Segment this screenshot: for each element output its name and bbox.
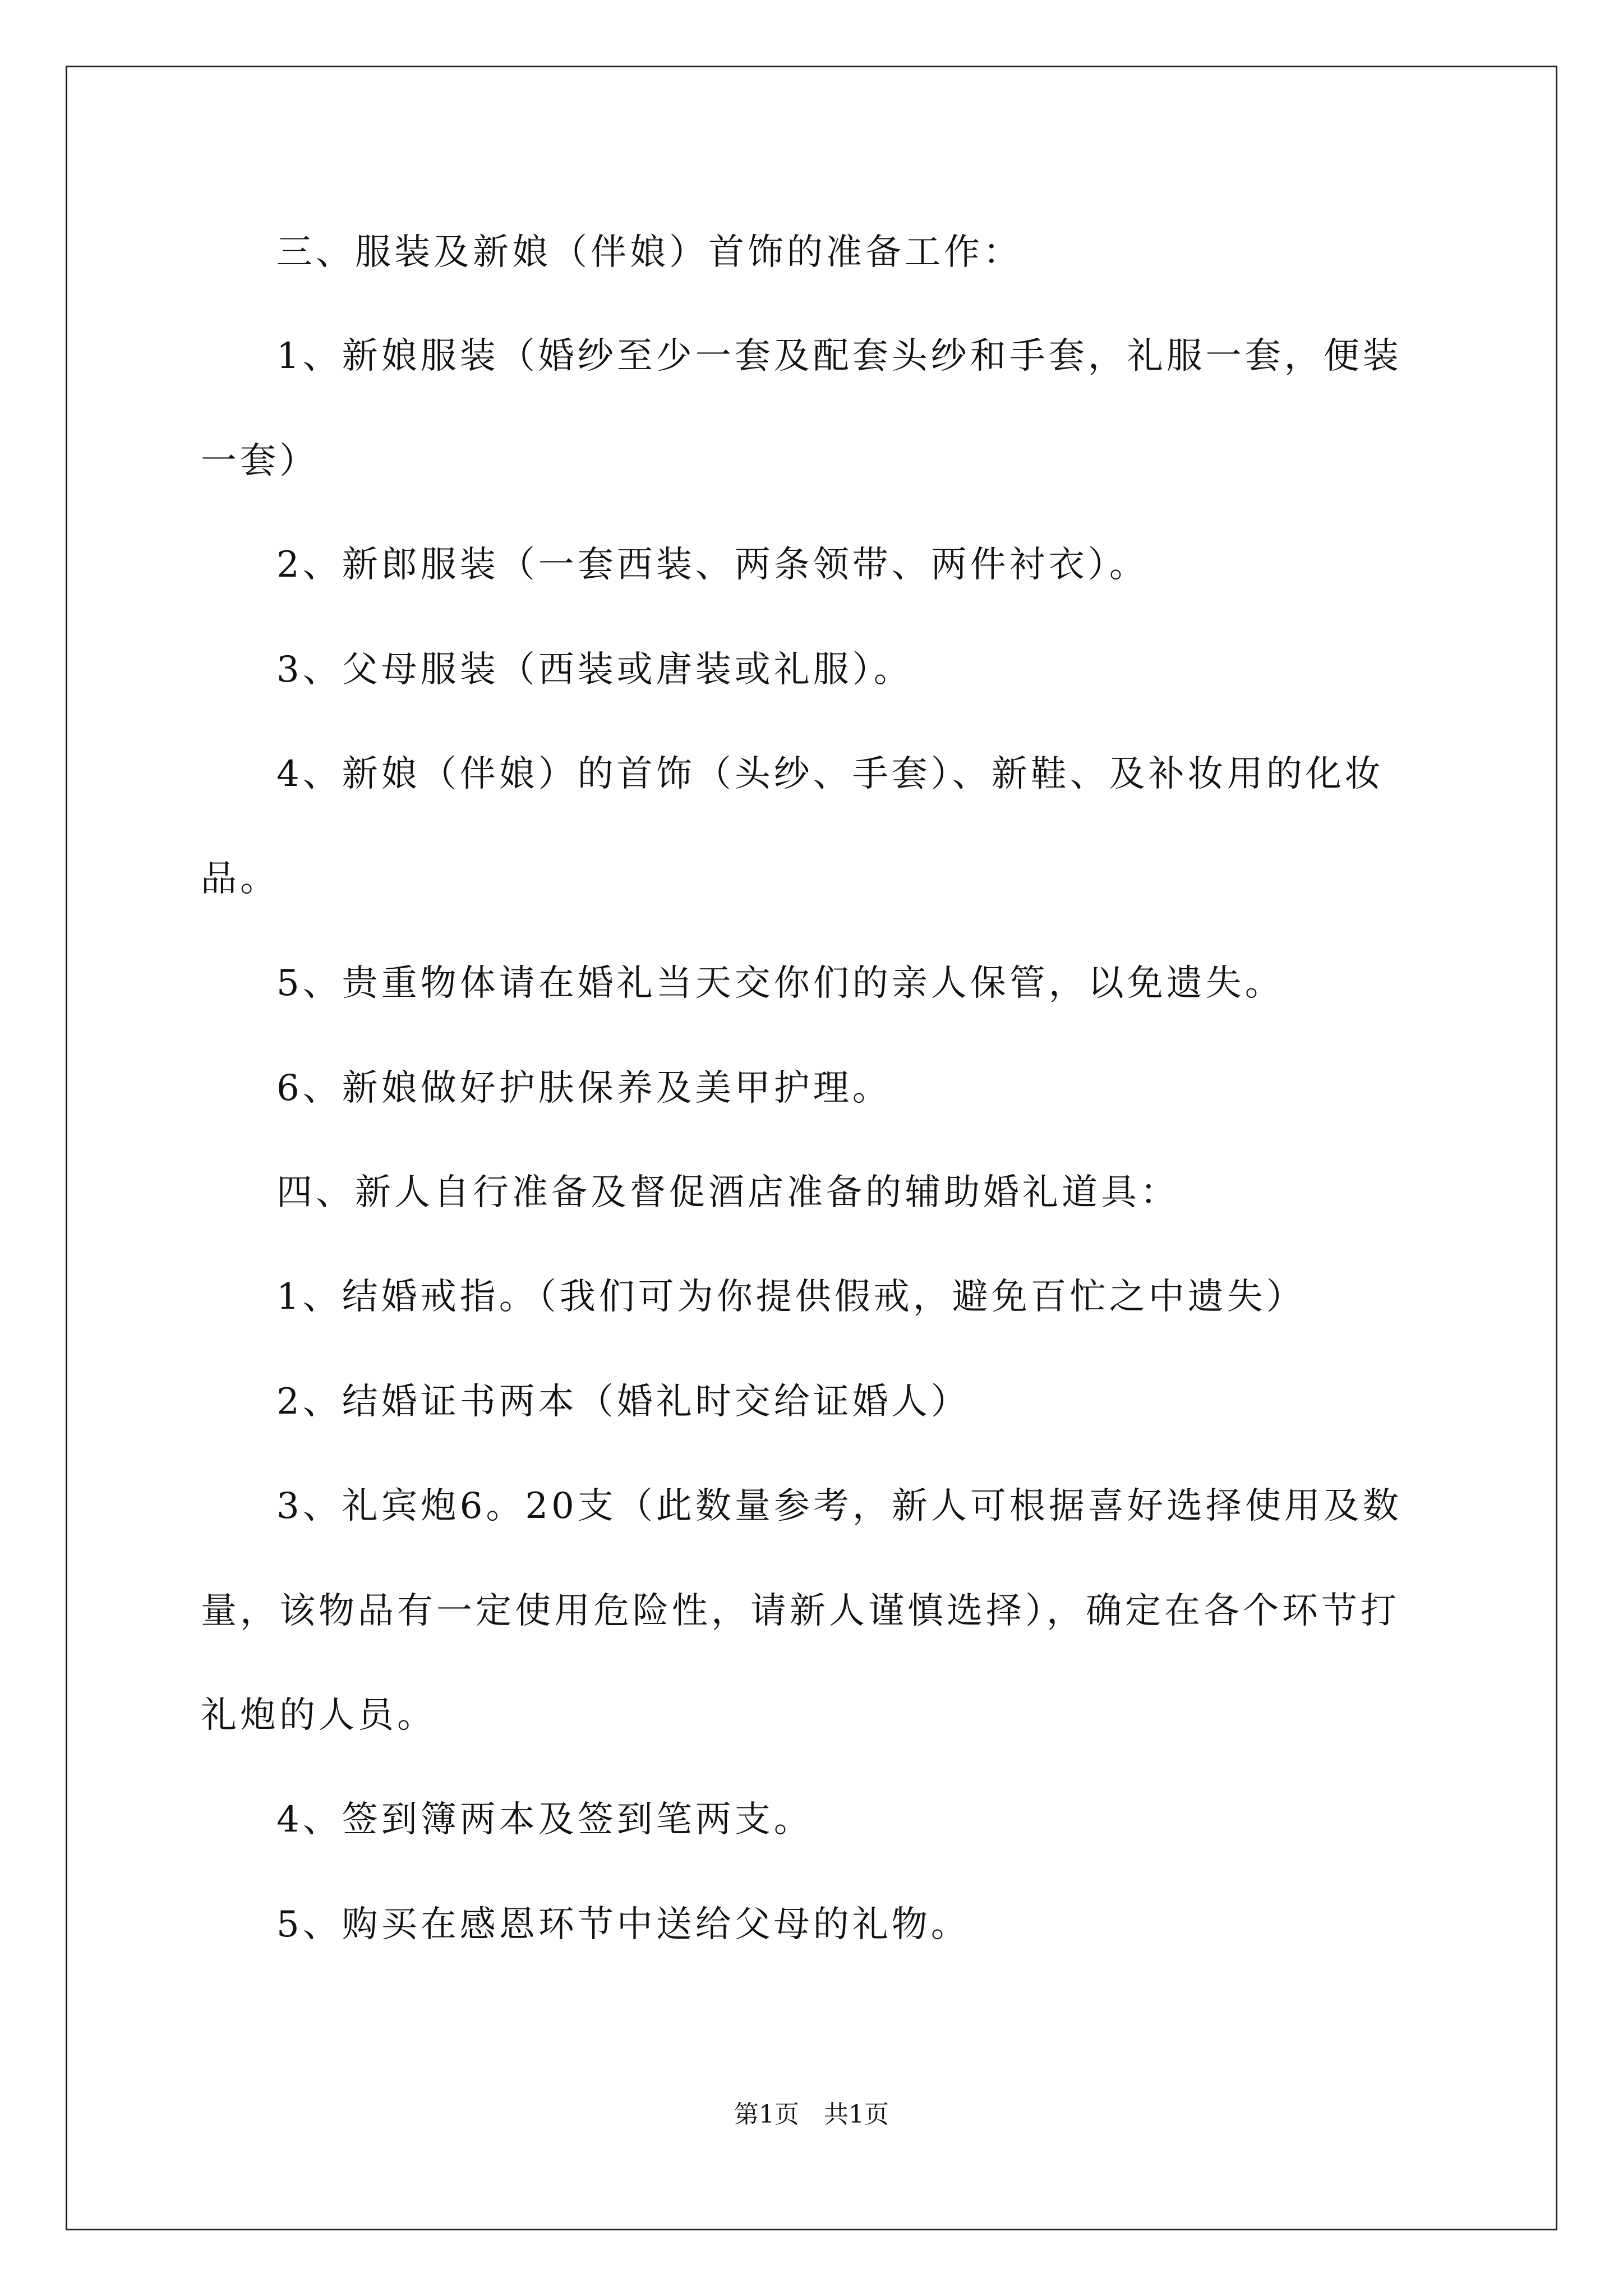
list-item: 4、签到簿两本及签到笔两支。: [276, 1799, 813, 1841]
list-item: 1、新娘服装（婚纱至少一套及配套头纱和手套，礼服一套，便装: [276, 335, 1402, 377]
list-item: 5、购买在感恩环节中送给父母的礼物。: [276, 1904, 970, 1945]
list-item-continuation: 品。: [201, 858, 279, 900]
list-item: 2、新郎服装（一套西装、两条领带、两件衬衣）。: [276, 544, 1149, 586]
list-item-continuation: 量，该物品有一定使用危险性，请新人谨慎选择），确定在各个环节打: [201, 1590, 1400, 1632]
list-item: 6、新娘做好护肤保养及美甲护理。: [276, 1068, 892, 1109]
list-item: 5、贵重物体请在婚礼当天交你们的亲人保管，以免遗失。: [276, 963, 1284, 1004]
list-item: 2、结婚证书两本（婚礼时交给证婚人）: [276, 1381, 970, 1423]
list-item: 3、礼宾炮6。20支（此数量参考，新人可根据喜好选择使用及数: [276, 1485, 1402, 1527]
list-item: 3、父母服装（西装或唐装或礼服）。: [276, 649, 913, 691]
list-item: 1、结婚戒指。（我们可为你提供假戒，避免百忙之中遗失）: [276, 1276, 1306, 1318]
list-item-continuation: 礼炮的人员。: [201, 1695, 436, 1736]
section-heading-props: 四、新人自行准备及督促酒店准备的辅助婚礼道具：: [276, 1172, 1179, 1213]
section-heading-clothing: 三、服装及新娘（伴娘）首饰的准备工作：: [276, 232, 1022, 273]
list-item-continuation: 一套）: [201, 440, 319, 482]
list-item: 4、新娘（伴娘）的首饰（头纱、手套）、新鞋、及补妆用的化妆: [276, 753, 1384, 795]
page-footer: 第1页 共1页: [734, 2100, 889, 2129]
